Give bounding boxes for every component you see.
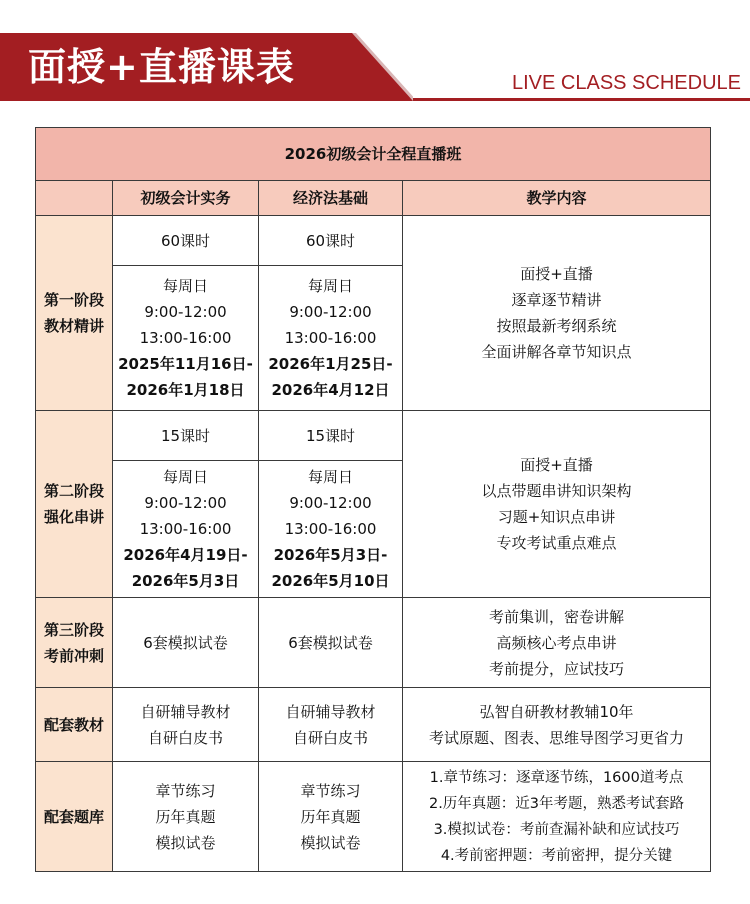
questions-shiwu: 章节练习 历年真题 模拟试卷 xyxy=(113,762,259,872)
header-row xyxy=(36,181,711,216)
table-row xyxy=(36,598,711,688)
questions-jingji: 章节练习 历年真题 模拟试卷 xyxy=(259,762,403,872)
header-blank-cell xyxy=(36,181,113,216)
table-row xyxy=(36,411,711,461)
page-subtitle: LIVE CLASS SCHEDULE xyxy=(512,72,741,94)
stage1-content: 面授+直播 逐章逐节精讲 按照最新考纲系统 全面讲解各章节知识点 xyxy=(403,216,711,411)
table-title: 2026初级会计全程直播班 xyxy=(36,128,711,181)
stage3-jingji: 6套模拟试卷 xyxy=(259,598,403,688)
materials-jingji: 自研辅导教材 自研白皮书 xyxy=(259,688,403,762)
stage1-jingji-hours: 60课时 xyxy=(259,216,403,266)
stage3-label: 第三阶段 考前冲刺 xyxy=(36,598,113,688)
stage2-jingji-hours: 15课时 xyxy=(259,411,403,461)
stage3-shiwu: 6套模拟试卷 xyxy=(113,598,259,688)
questions-content: 1.章节练习：逐章逐节练，1600道考点 2.历年真题：近3年考题，熟悉考试套路 3.模拟试卷：考前查漏补缺和应试技巧 4.考前密押题：考前密押，提分关键 xyxy=(403,762,711,872)
schedule-table xyxy=(35,127,711,872)
table-row xyxy=(36,762,711,872)
col-header-content: 教学内容 xyxy=(403,181,711,216)
table-title-row xyxy=(36,128,711,181)
table-row xyxy=(36,216,711,266)
stage2-label: 第二阶段 强化串讲 xyxy=(36,411,113,598)
col-header-shiwu: 初级会计实务 xyxy=(113,181,259,216)
stage1-shiwu-schedule: 每周日 9:00-12:00 13:00-16:00 2025年11月16日- 2026年1月18日 xyxy=(113,266,259,411)
stage2-shiwu-schedule: 每周日 9:00-12:00 13:00-16:00 2026年4月19日- 2026年5月3日 xyxy=(113,461,259,598)
stage1-shiwu-hours: 60课时 xyxy=(113,216,259,266)
questions-label: 配套题库 xyxy=(36,762,113,872)
stage2-jingji-schedule: 每周日 9:00-12:00 13:00-16:00 2026年5月3日- 2026年5月10日 xyxy=(259,461,403,598)
col-header-jingji: 经济法基础 xyxy=(259,181,403,216)
header-rule xyxy=(413,98,750,101)
stage2-content: 面授+直播 以点带题串讲知识架构 习题+知识点串讲 专攻考试重点难点 xyxy=(403,411,711,598)
materials-label: 配套教材 xyxy=(36,688,113,762)
stage1-jingji-schedule: 每周日 9:00-12:00 13:00-16:00 2026年1月25日- 2026年4月12日 xyxy=(259,266,403,411)
materials-content: 弘智自研教材教辅10年 考试原题、图表、思维导图学习更省力 xyxy=(403,688,711,762)
stage2-shiwu-hours: 15课时 xyxy=(113,411,259,461)
stage1-label: 第一阶段 教材精讲 xyxy=(36,216,113,411)
page-title: 面授+直播课表 xyxy=(28,45,295,89)
table-row xyxy=(36,688,711,762)
stage3-content: 考前集训，密卷讲解 高频核心考点串讲 考前提分，应试技巧 xyxy=(403,598,711,688)
materials-shiwu: 自研辅导教材 自研白皮书 xyxy=(113,688,259,762)
